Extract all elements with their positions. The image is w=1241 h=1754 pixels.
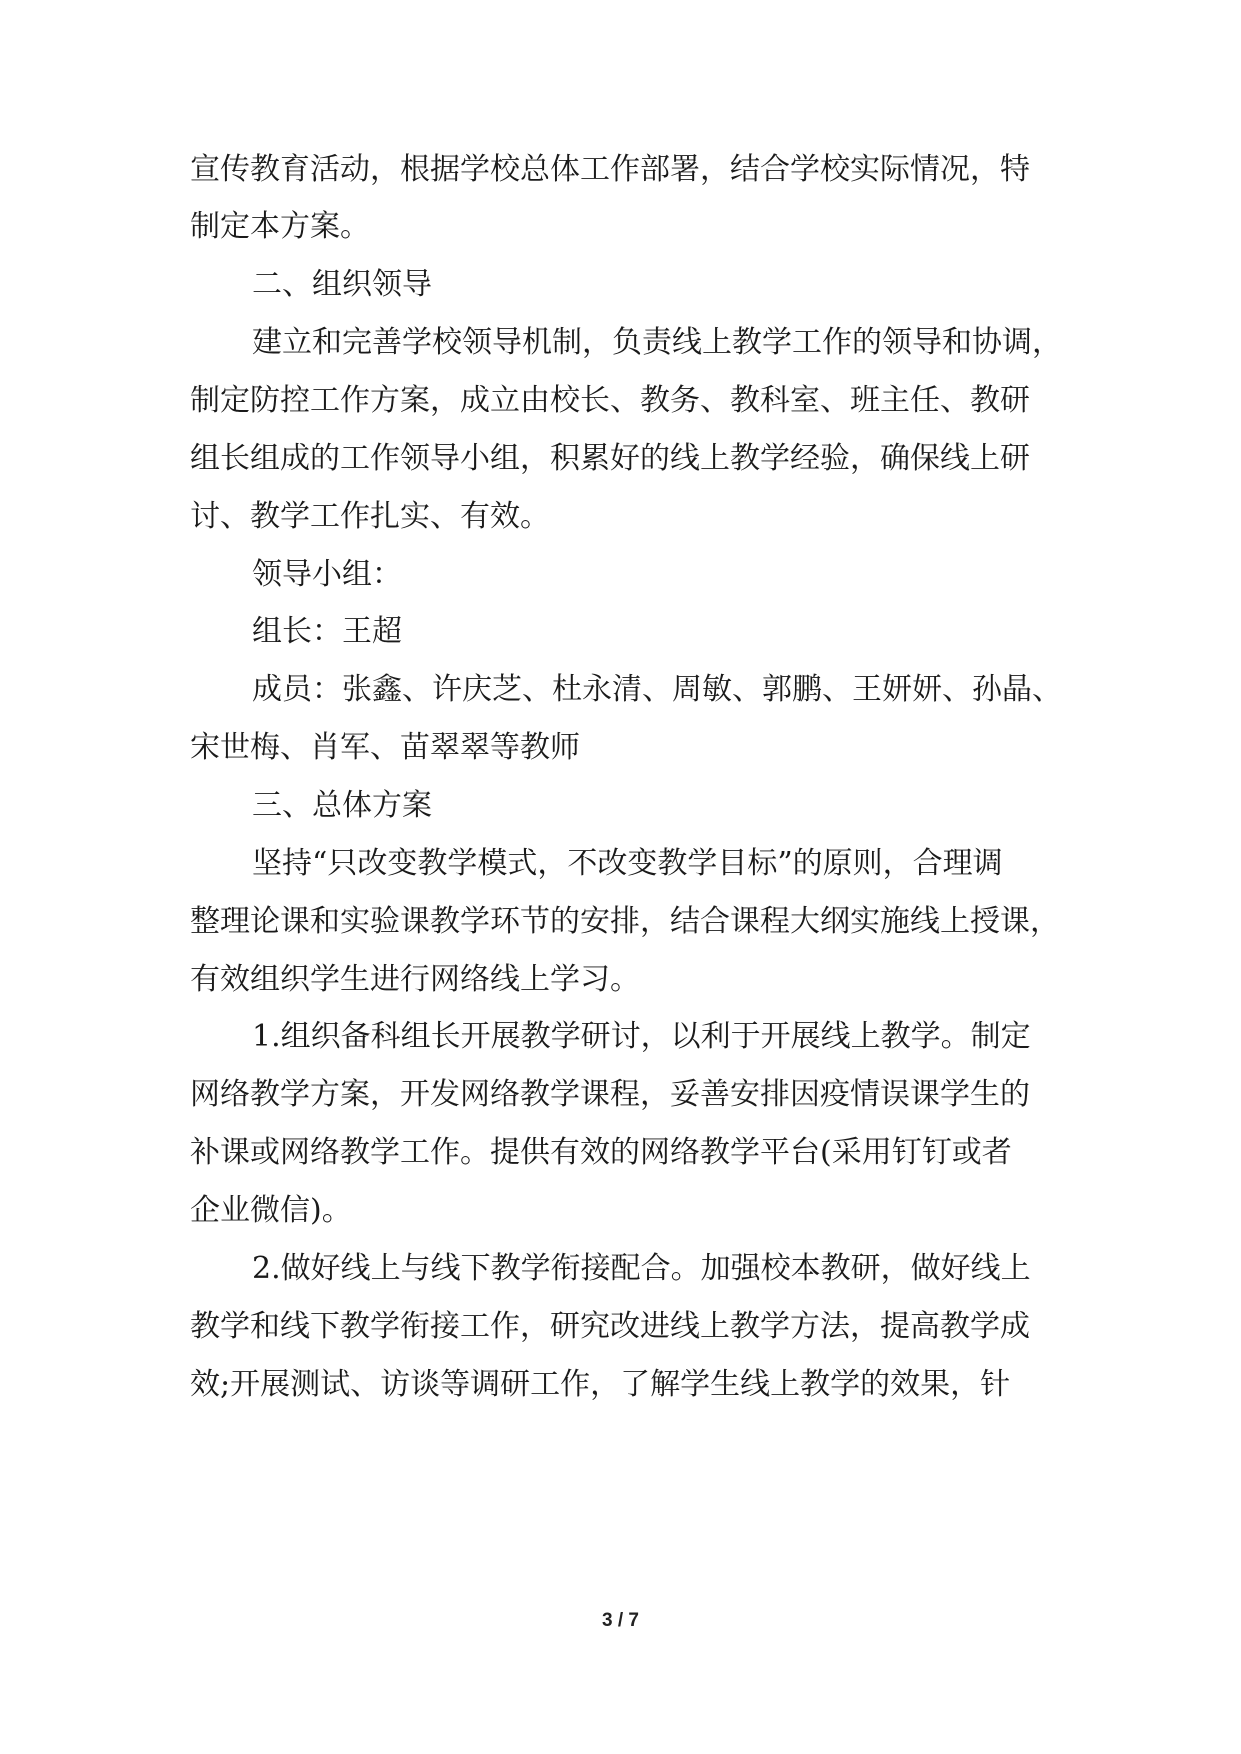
paragraph-line: 网络教学方案，开发网络教学课程，妥善安排因疫情误课学生的 bbox=[190, 1077, 1030, 1112]
paragraph-line: 补课或网络教学工作。提供有效的网络教学平台(采用钉钉或者 bbox=[190, 1135, 1012, 1170]
paragraph-line: 坚持“只改变教学模式，不改变教学目标”的原则，合理调 bbox=[252, 846, 1003, 881]
paragraph-line: 企业微信)。 bbox=[190, 1193, 352, 1228]
section-heading: 三、总体方案 bbox=[252, 788, 432, 823]
paragraph-line: 教学和线下教学衔接工作，研究改进线上教学方法，提高教学成 bbox=[190, 1309, 1030, 1344]
paragraph-line: 建立和完善学校领导机制，负责线上教学工作的领导和协调， bbox=[252, 325, 1062, 360]
paragraph-line: 制定本方案。 bbox=[190, 209, 370, 244]
paragraph-line: 整理论课和实验课教学环节的安排，结合课程大纲实施线上授课， bbox=[190, 904, 1060, 939]
page-number: 3 / 7 bbox=[602, 1610, 639, 1631]
paragraph-line: 有效组织学生进行网络线上学习。 bbox=[190, 962, 640, 997]
paragraph-line: 宣传教育活动，根据学校总体工作部署，结合学校实际情况，特 bbox=[190, 152, 1030, 187]
paragraph-line: 制定防控工作方案，成立由校长、教务、教科室、班主任、教研 bbox=[190, 383, 1030, 418]
section-heading: 二、组织领导 bbox=[252, 267, 432, 302]
paragraph-line: 效;开展测试、访谈等调研工作，了解学生线上教学的效果，针 bbox=[190, 1367, 1011, 1402]
paragraph-line: 领导小组： bbox=[252, 557, 402, 592]
paragraph-line: 组长：王超 bbox=[252, 614, 402, 649]
paragraph-line: 讨、教学工作扎实、有效。 bbox=[190, 499, 550, 534]
paragraph-line: 2.做好线上与线下教学衔接配合。加强校本教研，做好线上 bbox=[252, 1251, 1031, 1286]
paragraph-line: 1.组织备科组长开展教学研讨，以利于开展线上教学。制定 bbox=[252, 1019, 1031, 1054]
paragraph-line: 宋世梅、肖军、苗翠翠等教师 bbox=[190, 730, 580, 765]
paragraph-line: 成员：张鑫、许庆芝、杜永清、周敏、郭鹏、王妍妍、孙晶、 bbox=[252, 672, 1062, 707]
paragraph-line: 组长组成的工作领导小组，积累好的线上教学经验，确保线上研 bbox=[190, 441, 1030, 476]
